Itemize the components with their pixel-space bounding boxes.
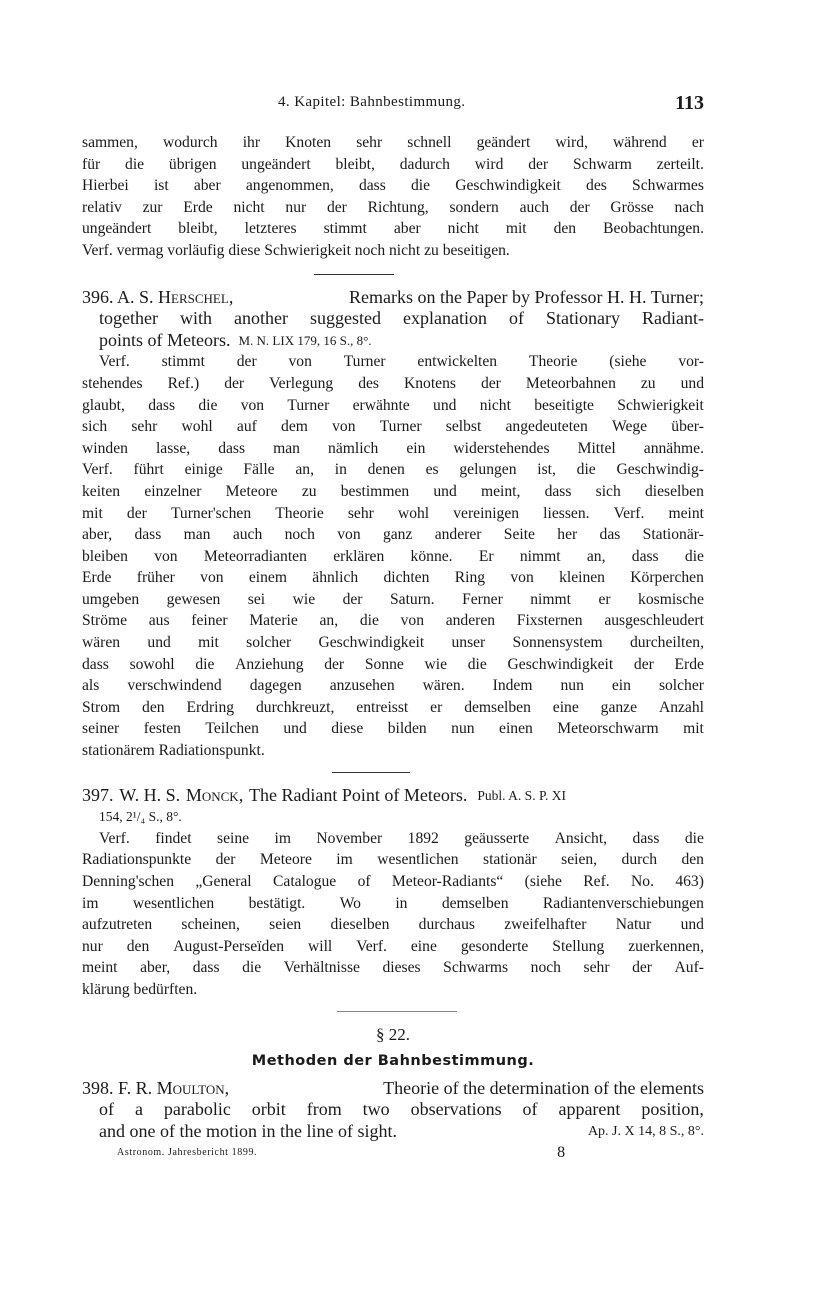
page-number: 113 — [675, 92, 704, 114]
page-body — [82, 132, 704, 1164]
citation: M. N. LIX 179, 16 S., 8°. — [238, 332, 372, 348]
text-line: ungeändert bleibt, letzteres stimmt aber nicht mit den Beobachtungen. — [82, 220, 704, 238]
author-surname: Moulton, — [156, 1077, 230, 1098]
entry-title-line: Theorie of the determination of the elements — [383, 1077, 704, 1098]
text-line: mit der Turner'schen Theorie sehr wohl vereinigen liessen. Verf. meint — [82, 504, 704, 522]
text-line: relativ zur Erde nicht nur der Richtung, sondern auch der Grösse nach — [82, 198, 704, 216]
abstract — [82, 351, 704, 761]
abstract — [82, 828, 704, 1001]
author-surname: Herschel, — [158, 286, 234, 307]
author-initials: W. H. S. — [119, 784, 181, 805]
page-footer — [82, 1142, 704, 1164]
text-line: aufzutreten scheinen, seien dieselben durchaus zweifelhafter Natur und — [82, 916, 704, 934]
text-line: keiten einzelner Meteore zu bestimmen und meint, dass sich dieselben — [82, 482, 704, 500]
text-line: nur den August-Perseïden will Verf. eine gesonderte Stellung zuerkennen, — [82, 937, 704, 955]
entry-397 — [82, 785, 704, 1001]
text-line: seiner festen Teilchen und diese bilden nun einen Meteorschwarm mit — [82, 720, 704, 738]
citation: Ap. J. X 14, 8 S., 8°. — [587, 1123, 704, 1139]
entry-398 — [82, 1078, 704, 1143]
text-line: Verf. vermag vorläufig diese Schwierigkeit noch nicht zu beseitigen. — [82, 241, 510, 259]
text-line: glaubt, dass die von Turner erwähnte und nicht beseitigte Schwierigkeit — [82, 396, 704, 414]
signature-mark: 8 — [557, 1144, 566, 1162]
entry-396 — [82, 287, 704, 762]
text-line: umgeben gewesen sei wie der Saturn. Ferner nimmt er kosmische — [82, 590, 704, 608]
text-line: bleiben von Meteorradianten erklären könne. Er nimmt an, dass die — [82, 547, 704, 565]
section-title: Methoden der Bahnbestimmung. — [251, 1052, 535, 1069]
text-line: stationärem Radiationspunkt. — [82, 742, 265, 760]
text-line: stehendes Ref.) der Verlegung des Knotens der Meteorbahnen zu und — [82, 374, 704, 392]
text-line: winden lasse, dass man nämlich ein widerstehendes Mittel annähme. — [82, 439, 704, 457]
text-line: Denning'schen „General Catalogue of Meteor-Radiants“ (siehe Ref. No. 463) — [82, 873, 704, 890]
entry-number: 398. — [82, 1077, 114, 1098]
entry-title-line: Remarks on the Paper by Professor H. H. Turner; — [349, 286, 704, 307]
text-line: Verf. stimmt der von Turner entwickelten Theorie (siehe vor- — [99, 353, 704, 371]
section-number: § 22. — [376, 1024, 410, 1044]
continuation-paragraph — [82, 132, 704, 262]
text-line: aber, dass man auch noch von ganz anderer Seite her das Stationär- — [82, 526, 704, 544]
entry-title-line: and one of the motion in the line of sight. — [99, 1120, 397, 1141]
footer-journal: Astronom. Jahresbericht 1899. — [117, 1147, 258, 1159]
entry-title-line: of a parabolic orbit from two observations of apparent position, — [99, 1099, 704, 1120]
entry-heading — [82, 287, 704, 309]
entry-number: 396. — [82, 286, 114, 307]
text-line: meint aber, dass die Verhältnisse dieses Schwarms noch sehr der Auf- — [82, 959, 704, 977]
text-line: Strom den Erdring durchkreuzt, entreisst er demselben eine ganze Anzahl — [82, 698, 704, 716]
entry-title-line: points of Meteors. — [99, 329, 231, 350]
text-line: Hierbei ist aber angenommen, dass die Geschwindigkeit des Schwarmes — [82, 177, 704, 195]
entry-number: 397. — [82, 784, 114, 805]
text-line: im wesentlichen bestätigt. Wo in demselben Radiantenverschiebungen — [82, 894, 704, 912]
text-line: Verf. führt einige Fälle an, in denen es gelungen ist, die Geschwindig- — [82, 461, 704, 479]
entry-title-last — [82, 330, 704, 352]
author-surname: Monck, — [185, 784, 244, 805]
author-initials: F. R. — [118, 1077, 153, 1098]
entry-title-line: The Radiant Point of Meteors. — [248, 784, 468, 805]
running-title: 4. Kapitel: Bahnbestimmung. — [278, 94, 466, 110]
text-line: als verschwindend dagegen anzusehen wären. Indem nun ein solcher — [82, 677, 704, 695]
separator-rule — [314, 274, 394, 275]
separator-rule — [337, 1011, 457, 1012]
text-line: Verf. findet seine im November 1892 geäusserte Ansicht, dass die — [99, 829, 704, 847]
citation-continued: 154, 2¹/₄ S., 8°. — [99, 809, 182, 825]
text-line: wären und mit solcher Geschwindigkeit unser Sonnensystem durcheilten, — [82, 634, 704, 652]
text-line: Ströme aus feiner Materie an, die von anderen Fixsternen ausgeschleudert — [82, 612, 704, 630]
citation: Publ. A. S. P. XI — [477, 787, 566, 803]
text-line: sich sehr wohl auf dem von Turner selbst angedeuteten Wege über- — [82, 418, 704, 436]
entry-heading — [82, 1078, 704, 1100]
text-line: sammen, wodurch ihr Knoten sehr schnell geändert wird, während er — [82, 134, 704, 151]
text-line: für die übrigen ungeändert bleibt, dadurch wird der Schwarm zerteilt. — [82, 155, 704, 173]
text-line: dass sowohl die Anziehung der Sonne wie die Geschwindigkeit der Erde — [82, 655, 704, 673]
text-line: Erde früher von einem ähnlich dichten Ring von kleinen Körperchen — [82, 569, 704, 587]
entry-heading — [82, 785, 704, 807]
entry-title-line: together with another suggested explanation of Stationary Radiant- — [99, 308, 704, 329]
entry-title-last — [82, 1121, 704, 1143]
separator-rule — [332, 772, 410, 773]
text-line: klärung bedürften. — [82, 980, 198, 998]
author-initials: A. S. — [117, 286, 154, 307]
text-line: Radiationspunkte der Meteore im wesentlichen stationär seien, durch den — [82, 851, 704, 869]
page-header — [82, 92, 704, 122]
